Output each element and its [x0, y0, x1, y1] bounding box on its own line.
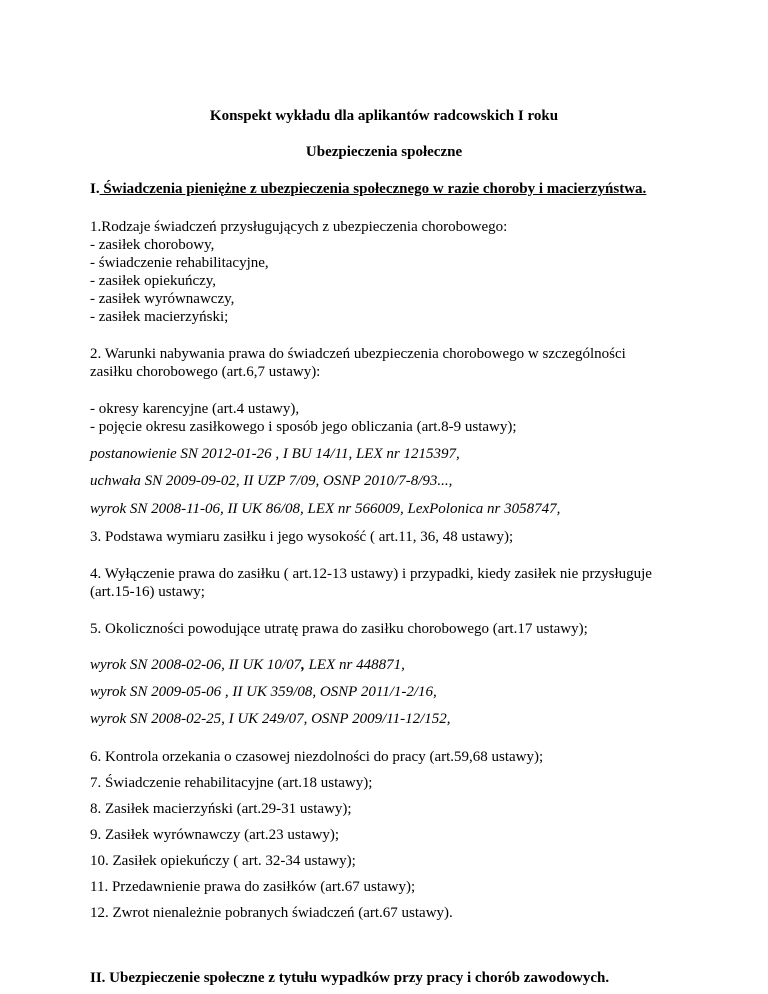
ruling-citation-part: LEX nr 448871, — [304, 657, 405, 673]
document-subtitle: Ubezpieczenia społeczne — [305, 144, 463, 160]
item-3: 3. Podstawa wymiaru zasiłku i jego wysokość ( art.11, 36, 48 ustawy); — [90, 529, 514, 545]
list-item: 8. Zasiłek macierzyński (art.29-31 ustawy); — [90, 801, 352, 817]
list-item: - zasiłek wyrównawczy, — [90, 291, 235, 307]
ruling-citation-part: wyrok SN 2008-02-06, II UK 10/07 — [90, 657, 302, 673]
ruling-citation: postanowienie SN 2012-01-26 , I BU 14/11, LEX nr 1215397, — [90, 446, 460, 462]
list-item: - zasiłek chorobowy, — [90, 237, 215, 253]
list-item: - zasiłek opiekuńczy, — [90, 273, 217, 289]
list-item: 12. Zwrot nienależnie pobranych świadczeń (art.67 ustawy). — [90, 905, 453, 921]
ruling-citation — [90, 656, 405, 674]
list-item: 9. Zasiłek wyrównawczy (art.23 ustawy); — [90, 827, 340, 843]
list-item: - pojęcie okresu zasiłkowego i sposób jego obliczania (art.8-9 ustawy); — [90, 419, 517, 435]
item-2-line-1: 2. Warunki nabywania prawa do świadczeń ubezpieczenia chorobowego w szczególności — [90, 346, 626, 362]
document-title: Konspekt wykładu dla aplikantów radcowskich I roku — [209, 108, 559, 124]
section-1-heading-text: Świadczenia pieniężne z ubezpieczenia społecznego w razie choroby i macierzyństwa. — [99, 181, 647, 197]
ruling-citation: wyrok SN 2009-05-06 , II UK 359/08, OSNP 2011/1-2/16, — [90, 684, 437, 700]
item-2-line-2: zasiłku chorobowego (art.6,7 ustawy): — [90, 364, 321, 380]
list-item: - okresy karencyjne (art.4 ustawy), — [90, 401, 300, 417]
item-4-line-2: (art.15-16) ustawy; — [90, 584, 205, 600]
list-item: 7. Świadczenie rehabilitacyjne (art.18 ustawy); — [90, 775, 373, 791]
list-item: 10. Zasiłek opiekuńczy ( art. 32-34 ustawy); — [90, 853, 356, 869]
item-5: 5. Okoliczności powodujące utratę prawa do zasiłku chorobowego (art.17 ustawy); — [90, 621, 588, 637]
section-2-heading: II. Ubezpieczenie społeczne z tytułu wypadków przy pracy i chorób zawodowych. — [90, 970, 610, 986]
item-4-line-1: 4. Wyłączenie prawa do zasiłku ( art.12-13 ustawy) i przypadki, kiedy zasiłek nie przysługuje — [90, 566, 652, 582]
item-1-title: 1.Rodzaje świadczeń przysługujących z ubezpieczenia chorobowego: — [90, 219, 508, 235]
ruling-citation: wyrok SN 2008-11-06, II UK 86/08, LEX nr 566009, LexPolonica nr 3058747, — [90, 501, 561, 517]
list-item: - świadczenie rehabilitacyjne, — [90, 255, 269, 271]
list-item: 11. Przedawnienie prawa do zasiłków (art.67 ustawy); — [90, 879, 416, 895]
ruling-citation-comma: , — [301, 657, 305, 673]
list-item: - zasiłek macierzyński; — [90, 309, 229, 325]
ruling-citation: wyrok SN 2008-02-25, I UK 249/07, OSNP 2009/11-12/152, — [90, 711, 451, 727]
section-1-numeral: I. — [90, 181, 100, 197]
ruling-citation: uchwała SN 2009-09-02, II UZP 7/09, OSNP 2010/7-8/93..., — [90, 473, 453, 489]
section-1-heading — [90, 180, 646, 198]
list-item: 6. Kontrola orzekania o czasowej niezdolności do pracy (art.59,68 ustawy); — [90, 749, 544, 765]
